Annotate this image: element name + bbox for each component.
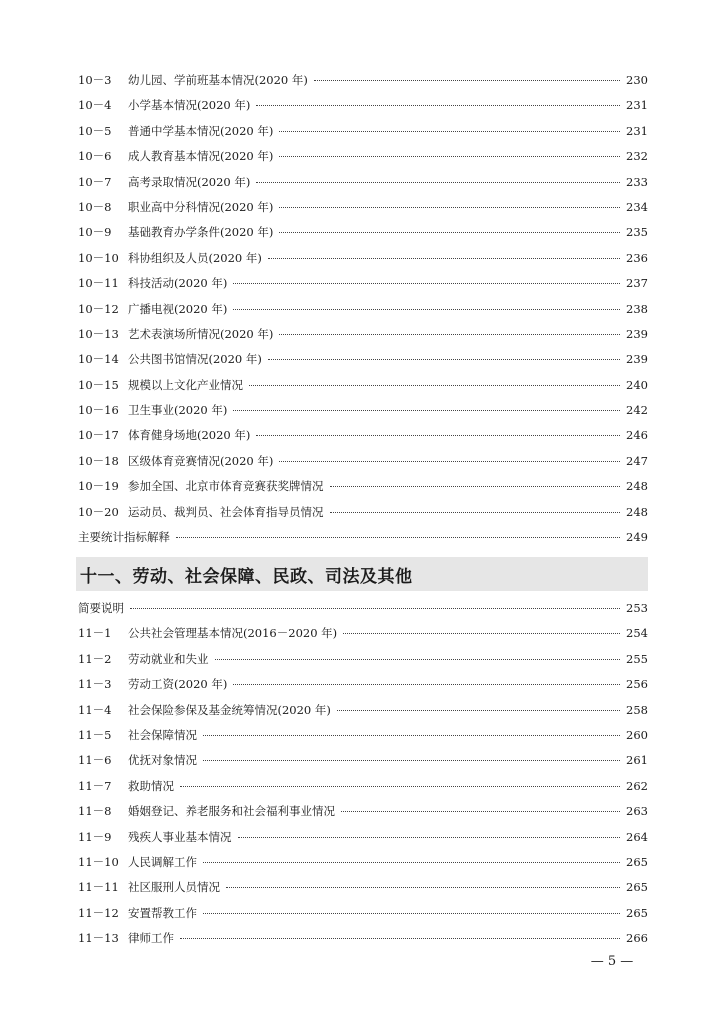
toc-entry <box>78 529 648 554</box>
toc-entry-number: 10－17 <box>78 428 119 443</box>
toc-entry-page: 261 <box>626 753 648 768</box>
toc-dot-leader <box>203 862 620 863</box>
toc-dot-leader <box>279 156 620 157</box>
toc-dot-leader <box>238 837 621 838</box>
toc-entry-number: 10－13 <box>78 326 119 341</box>
toc-entry-page: 233 <box>626 174 648 189</box>
toc-entry-page: 230 <box>626 73 648 87</box>
toc-entry-page: 237 <box>626 276 648 291</box>
toc-entry-page: 253 <box>626 601 648 615</box>
toc-dot-leader <box>341 811 620 812</box>
toc-list-part1 <box>78 72 648 554</box>
toc-entry <box>78 301 648 326</box>
toc-dot-leader <box>233 410 620 411</box>
toc-entry <box>78 854 648 879</box>
toc-entry <box>78 752 648 777</box>
toc-entry-title: 社会保障情况 <box>128 727 197 742</box>
toc-entry-page: 239 <box>626 352 648 367</box>
toc-entry-number: 10－8 <box>78 199 112 214</box>
toc-entry-number: 11－1 <box>78 626 112 641</box>
toc-dot-leader <box>249 385 620 386</box>
toc-dot-leader <box>233 684 620 685</box>
toc-entry <box>78 905 648 930</box>
toc-entry <box>78 625 648 650</box>
toc-entry-number: 11－2 <box>78 651 112 666</box>
toc-entry-page: 246 <box>626 428 648 443</box>
toc-entry-page: 236 <box>626 250 648 265</box>
toc-entry <box>78 453 648 478</box>
toc-entry <box>78 72 648 97</box>
toc-dot-leader <box>279 461 620 462</box>
toc-entry-page: 248 <box>626 479 648 494</box>
toc-entry <box>78 676 648 701</box>
toc-entry-title: 普通中学基本情况(2020 年) <box>128 123 274 138</box>
toc-entry <box>78 600 648 625</box>
toc-entry-page: 258 <box>626 702 648 717</box>
toc-entry-page: 248 <box>626 504 648 519</box>
toc-dot-leader <box>203 760 620 761</box>
toc-entry <box>78 829 648 854</box>
toc-dot-leader <box>268 258 620 259</box>
toc-entry-number: 10－16 <box>78 403 119 418</box>
toc-entry-number: 10－18 <box>78 453 119 468</box>
toc-entry-title: 科协组织及人员(2020 年) <box>128 250 262 265</box>
toc-entry-title: 社会保险参保及基金统筹情况(2020 年) <box>128 702 331 717</box>
toc-entry <box>78 199 648 224</box>
toc-entry <box>78 879 648 904</box>
toc-list-part2 <box>78 600 648 955</box>
toc-dot-leader <box>256 435 620 436</box>
toc-entry <box>78 727 648 752</box>
toc-entry-title: 职业高中分科情况(2020 年) <box>128 199 274 214</box>
toc-dot-leader <box>343 633 620 634</box>
toc-dot-leader <box>203 735 620 736</box>
toc-dot-leader <box>233 283 620 284</box>
toc-entry-number: 10－7 <box>78 174 112 189</box>
toc-entry <box>78 351 648 376</box>
toc-dot-leader <box>233 309 620 310</box>
toc-entry <box>78 250 648 275</box>
toc-entry-page: 234 <box>626 199 648 214</box>
toc-entry-number: 11－5 <box>78 727 112 742</box>
toc-entry-page: 238 <box>626 301 648 316</box>
toc-entry-number: 11－11 <box>78 880 119 895</box>
toc-entry-title: 优抚对象情况 <box>128 753 197 768</box>
toc-entry-page: 235 <box>626 225 648 240</box>
toc-dot-leader <box>279 232 620 233</box>
toc-entry-number: 10－12 <box>78 301 119 316</box>
toc-dot-leader <box>130 608 620 609</box>
toc-dot-leader <box>256 105 620 106</box>
toc-entry-page: 264 <box>626 829 648 844</box>
toc-dot-leader <box>176 537 620 538</box>
toc-entry <box>78 174 648 199</box>
toc-entry <box>78 427 648 452</box>
toc-entry-title: 基础教育办学条件(2020 年) <box>128 225 274 240</box>
toc-entry-title: 高考录取情况(2020 年) <box>128 174 251 189</box>
toc-entry-number: 10－20 <box>78 504 119 519</box>
toc-entry-number: 11－13 <box>78 931 119 946</box>
toc-dot-leader <box>330 486 621 487</box>
toc-entry-page: 265 <box>626 905 648 920</box>
toc-entry-number: 10－3 <box>78 73 112 87</box>
toc-entry-page: 254 <box>626 626 648 641</box>
toc-entry-title: 广播电视(2020 年) <box>128 301 228 316</box>
toc-entry-page: 239 <box>626 326 648 341</box>
toc-entry-number: 10－10 <box>78 250 119 265</box>
toc-entry-number: 11－3 <box>78 677 112 692</box>
toc-dot-leader <box>268 359 620 360</box>
toc-entry-number: 10－4 <box>78 98 112 113</box>
toc-entry-page: 263 <box>626 804 648 819</box>
toc-entry-title: 救助情况 <box>128 778 174 793</box>
toc-entry-title: 幼儿园、学前班基本情况(2020 年) <box>128 73 308 87</box>
toc-entry-number: 11－6 <box>78 753 112 768</box>
toc-dot-leader <box>279 131 620 132</box>
toc-entry <box>78 702 648 727</box>
toc-entry-title: 小学基本情况(2020 年) <box>128 98 251 113</box>
toc-entry-title: 成人教育基本情况(2020 年) <box>128 149 274 164</box>
toc-dot-leader <box>226 887 620 888</box>
toc-entry-title: 主要统计指标解释 <box>78 530 170 545</box>
toc-entry-title: 体育健身场地(2020 年) <box>128 428 251 443</box>
toc-dot-leader <box>330 512 621 513</box>
toc-entry-page: 265 <box>626 880 648 895</box>
toc-entry-number: 11－7 <box>78 778 112 793</box>
toc-entry-page: 265 <box>626 854 648 869</box>
toc-entry-number: 10－11 <box>78 276 119 291</box>
section-banner <box>76 557 648 591</box>
toc-dot-leader <box>337 710 620 711</box>
section-heading: 十一、劳动、社会保障、民政、司法及其他 <box>80 566 413 587</box>
toc-entry-title: 艺术表演场所情况(2020 年) <box>128 326 274 341</box>
toc-entry <box>78 224 648 249</box>
toc-entry-title: 简要说明 <box>78 601 124 615</box>
toc-entry-page: 256 <box>626 677 648 692</box>
toc-entry-number: 10－19 <box>78 479 119 494</box>
toc-entry-number: 10－5 <box>78 123 112 138</box>
toc-entry-page: 260 <box>626 727 648 742</box>
toc-entry-number: 11－12 <box>78 905 119 920</box>
toc-entry-title: 安置帮教工作 <box>128 905 197 920</box>
toc-entry-title: 科技活动(2020 年) <box>128 276 228 291</box>
toc-entry-page: 255 <box>626 651 648 666</box>
toc-dot-leader <box>256 182 620 183</box>
toc-entry-number: 11－9 <box>78 829 112 844</box>
toc-entry-title: 残疾人事业基本情况 <box>128 829 232 844</box>
toc-entry <box>78 97 648 122</box>
toc-entry-number: 10－9 <box>78 225 112 240</box>
toc-dot-leader <box>180 786 620 787</box>
toc-entry-title: 劳动工资(2020 年) <box>128 677 228 692</box>
toc-entry <box>78 123 648 148</box>
toc-dot-leader <box>180 938 620 939</box>
toc-entry-number: 10－14 <box>78 352 119 367</box>
toc-entry-title: 规模以上文化产业情况 <box>128 377 243 392</box>
toc-entry-number: 11－4 <box>78 702 112 717</box>
toc-entry-page: 240 <box>626 377 648 392</box>
toc-entry <box>78 326 648 351</box>
toc-entry-title: 律师工作 <box>128 931 174 946</box>
toc-dot-leader <box>279 207 620 208</box>
toc-entry-page: 247 <box>626 453 648 468</box>
toc-entry-number: 11－10 <box>78 854 119 869</box>
page-number: — 5 — <box>590 954 634 969</box>
toc-entry-number: 10－6 <box>78 149 112 164</box>
toc-entry-title: 运动员、裁判员、社会体育指导员情况 <box>128 504 324 519</box>
toc-entry-page: 262 <box>626 778 648 793</box>
toc-entry <box>78 651 648 676</box>
toc-entry <box>78 778 648 803</box>
toc-entry-title: 婚姻登记、养老服务和社会福利事业情况 <box>128 804 335 819</box>
toc-entry-title: 公共图书馆情况(2020 年) <box>128 352 262 367</box>
toc-entry <box>78 275 648 300</box>
toc-dot-leader <box>203 913 620 914</box>
toc-entry <box>78 402 648 427</box>
toc-entry-number: 10－15 <box>78 377 119 392</box>
toc-entry-title: 社区服刑人员情况 <box>128 880 220 895</box>
toc-entry <box>78 377 648 402</box>
toc-entry-page: 242 <box>626 403 648 418</box>
toc-entry-title: 区级体育竞赛情况(2020 年) <box>128 453 274 468</box>
toc-entry <box>78 930 648 955</box>
toc-entry-title: 公共社会管理基本情况(2016－2020 年) <box>128 626 338 641</box>
toc-dot-leader <box>279 334 620 335</box>
toc-entry-page: 231 <box>626 123 648 138</box>
toc-entry-page: 249 <box>626 530 648 545</box>
toc-entry-page: 232 <box>626 149 648 164</box>
toc-entry-title: 参加全国、北京市体育竞赛获奖牌情况 <box>128 479 324 494</box>
toc-entry-number: 11－8 <box>78 804 112 819</box>
toc-entry-title: 人民调解工作 <box>128 854 197 869</box>
toc-entry <box>78 803 648 828</box>
toc-entry <box>78 504 648 529</box>
toc-entry-page: 231 <box>626 98 648 113</box>
toc-entry <box>78 148 648 173</box>
toc-entry-page: 266 <box>626 931 648 946</box>
toc-entry-title: 劳动就业和失业 <box>128 651 209 666</box>
toc-dot-leader <box>314 80 620 81</box>
toc-entry <box>78 478 648 503</box>
toc-entry-title: 卫生事业(2020 年) <box>128 403 228 418</box>
toc-dot-leader <box>215 659 621 660</box>
